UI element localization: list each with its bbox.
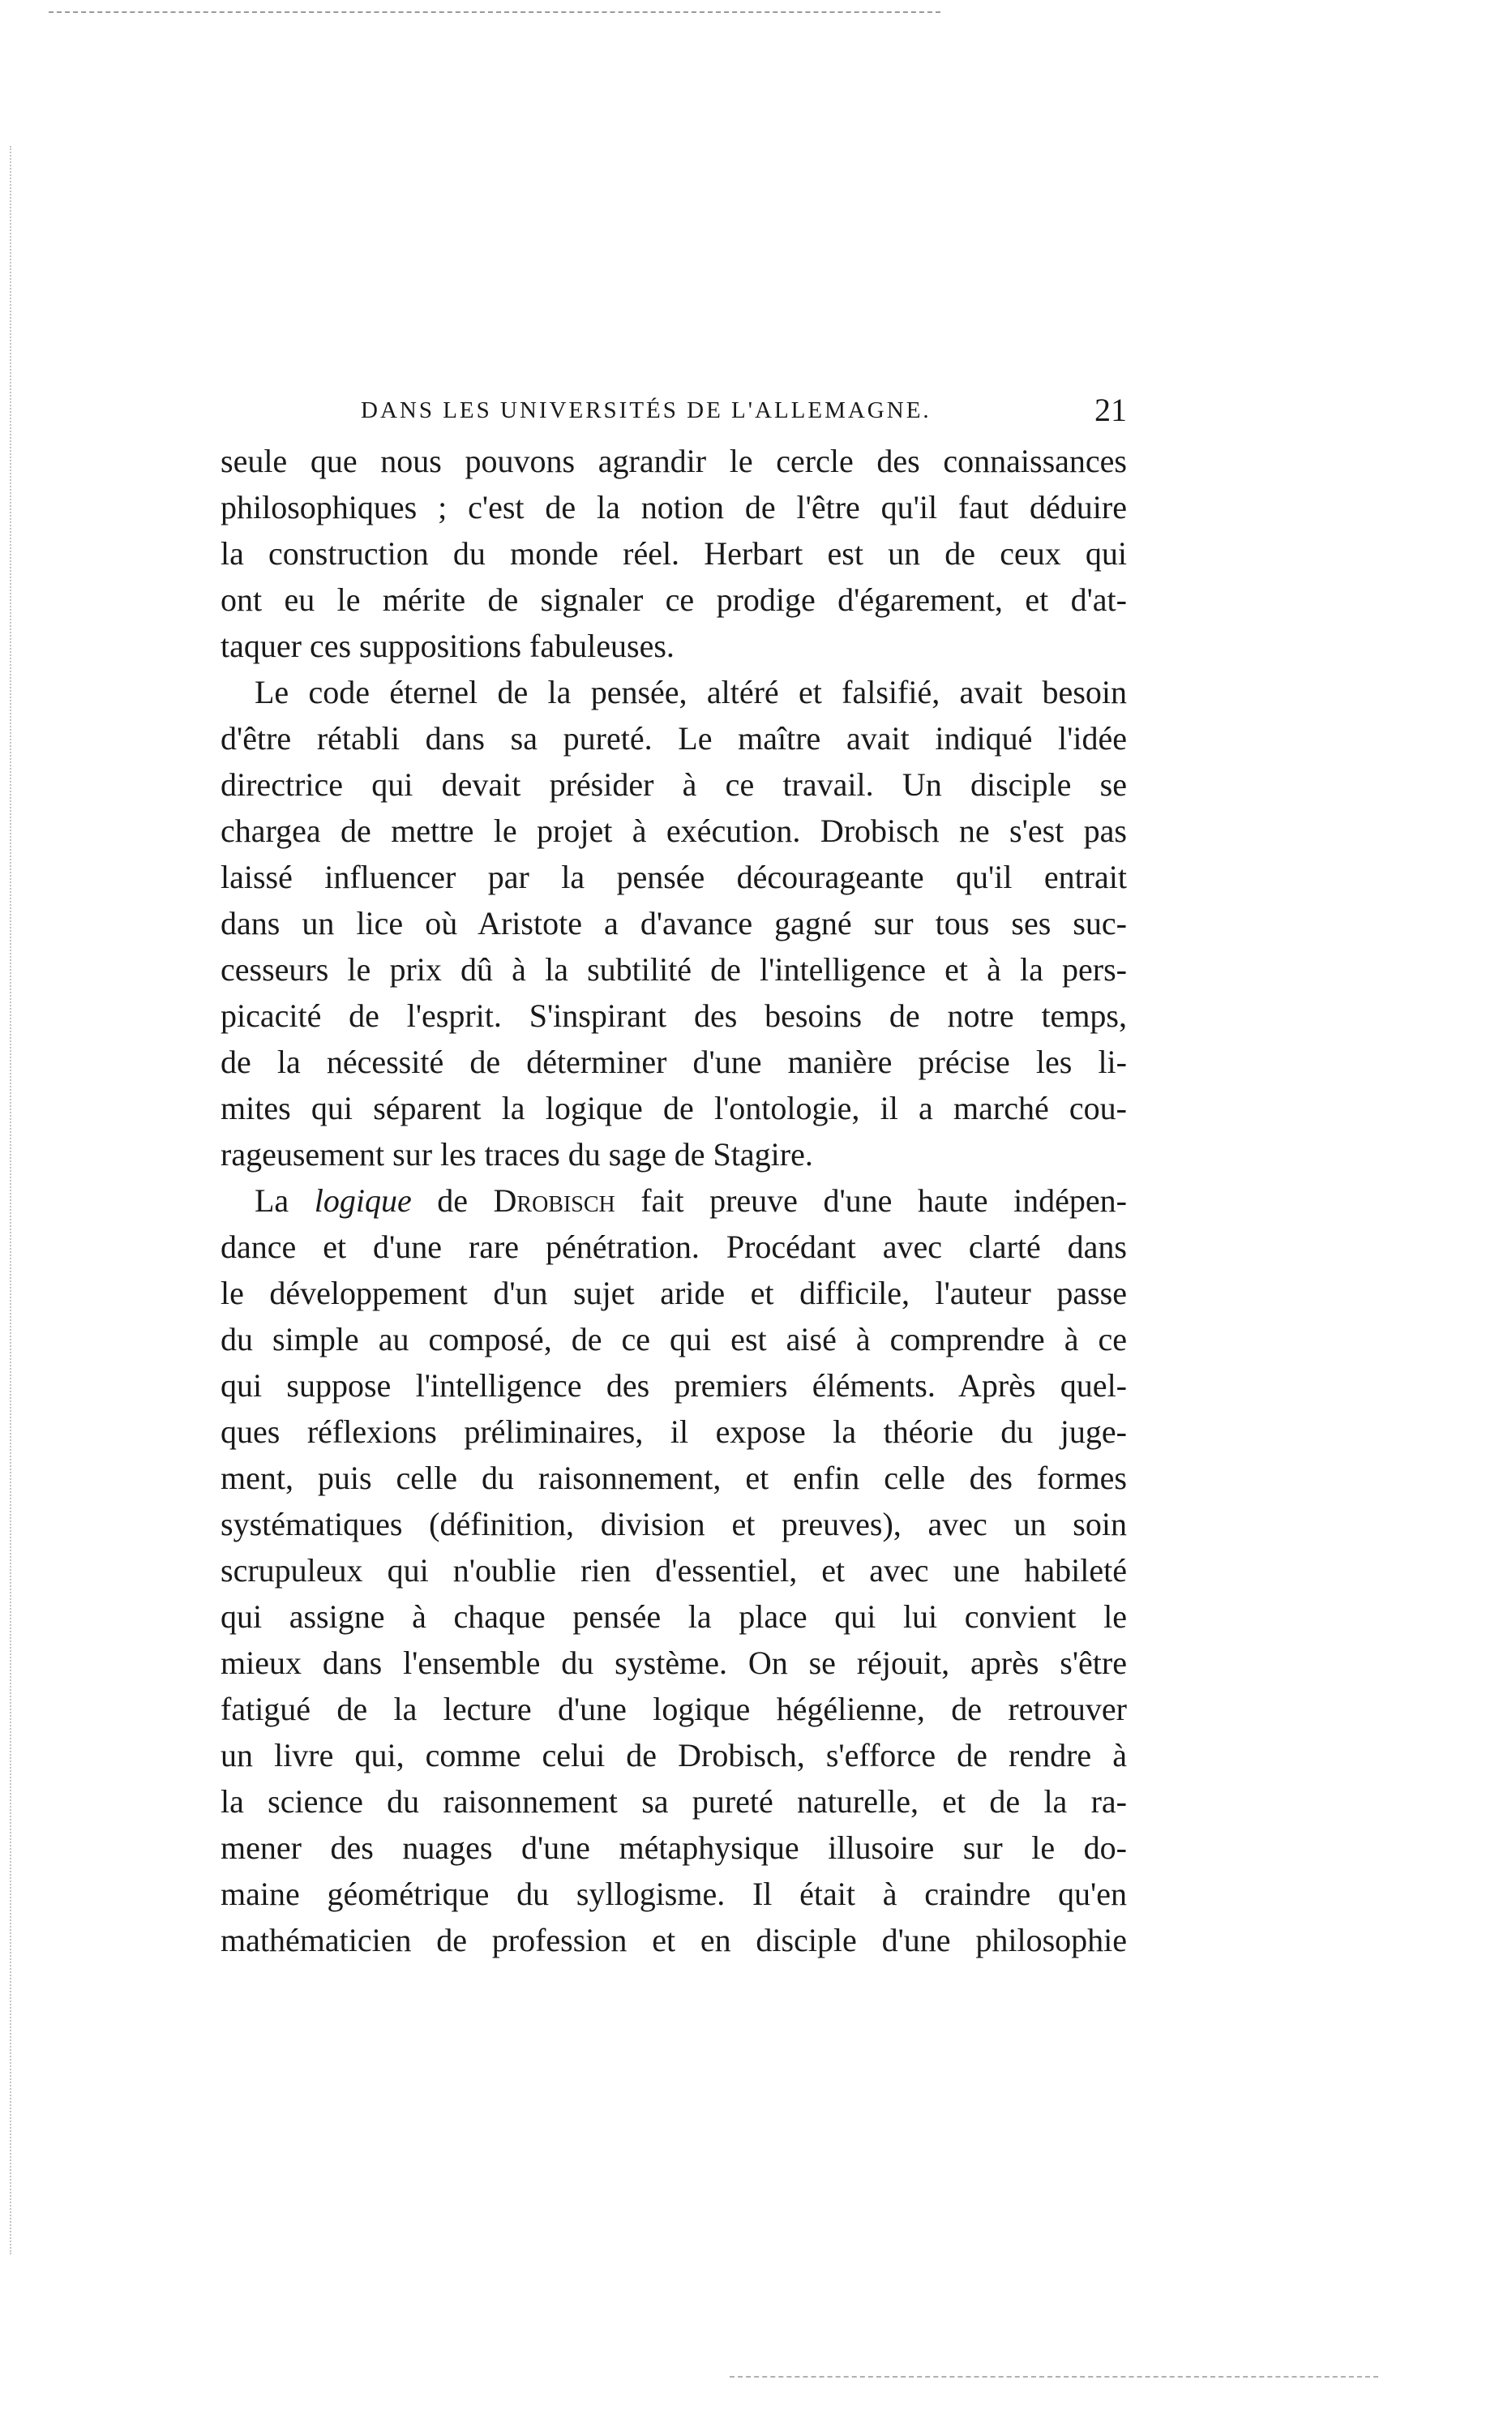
text-line: du simple au composé, de ce qui est aisé à comprendre à ce: [221, 1321, 1127, 1357]
text-line: chargea de mettre le projet à exécution. Drobisch ne s'est pas: [221, 813, 1127, 849]
running-head: [361, 391, 1127, 431]
text-line: seule que nous pouvons agrandir le cercle des connaissances: [221, 443, 1127, 479]
text-line: mieux dans l'ensemble du système. On se réjouit, après s'être: [221, 1645, 1127, 1681]
text-line: d'être rétabli dans sa pureté. Le maître avait indiqué l'idée: [221, 720, 1127, 757]
text-line: directrice qui devait présider à ce travail. Un disciple se: [221, 766, 1127, 803]
text-line: mites qui séparent la logique de l'ontologie, il a marché cou-: [221, 1090, 1127, 1126]
text-line: la science du raisonnement sa pureté naturelle, et de la ra-: [221, 1783, 1127, 1820]
running-head-title: DANS LES UNIVERSITÉS DE L'ALLEMAGNE.: [361, 397, 932, 423]
text-line: mener des nuages d'une métaphysique illusoire sur le do-: [221, 1829, 1127, 1866]
text-line: qui suppose l'intelligence des premiers éléments. Après quel-: [221, 1367, 1127, 1404]
scan-artifact-top: [49, 11, 940, 13]
text-line: maine géométrique du syllogisme. Il était à craindre qu'en: [221, 1876, 1127, 1912]
text-line: Le code éternel de la pensée, altéré et falsifié, avait besoin: [255, 674, 1127, 710]
text-segment: fait preuve d'une haute indépen-: [615, 1182, 1128, 1219]
text-line: la construction du monde réel. Herbart est un de ceux qui: [221, 535, 1127, 572]
page-number: 21: [1094, 392, 1127, 428]
text-line: scrupuleux qui n'oublie rien d'essentiel, et avec une habileté: [221, 1552, 1127, 1589]
text-line: ques réflexions préliminaires, il expose la théorie du juge-: [221, 1413, 1127, 1450]
body-text: [221, 438, 1127, 1963]
text-line: picacité de l'esprit. S'inspirant des besoins de notre temps,: [221, 997, 1127, 1034]
text-line: cesseurs le prix dû à la subtilité de l'intelligence et à la pers-: [221, 951, 1127, 988]
text-line: ont eu le mérite de signaler ce prodige d'égarement, et d'at-: [221, 581, 1127, 618]
text-segment: de: [411, 1182, 494, 1219]
text-line: philosophiques ; c'est de la notion de l'être qu'il faut déduire: [221, 489, 1127, 525]
text-line: dance et d'une rare pénétration. Procédant avec clarté dans: [221, 1229, 1127, 1265]
text-line: rageusement sur les traces du sage de Stagire.: [221, 1136, 813, 1173]
text-line: mathématicien de profession et en disciple d'une philosophie: [221, 1922, 1127, 1958]
text-line: systématiques (définition, division et preuves), avec un soin: [221, 1506, 1127, 1542]
text-segment: La: [255, 1182, 315, 1219]
text-line-with-emphasis: [221, 1177, 1127, 1224]
author-name-smallcaps: Drobisch: [493, 1182, 615, 1219]
text-line: taquer ces suppositions fabuleuses.: [221, 628, 675, 664]
text-line: de la nécessité de déterminer d'une manière précise les li-: [221, 1044, 1127, 1080]
text-line: fatigué de la lecture d'une logique hégélienne, de retrouver: [221, 1691, 1127, 1727]
scan-artifact-margin: [10, 146, 16, 2254]
text-line: dans un lice où Aristote a d'avance gagné sur tous ses suc-: [221, 905, 1127, 941]
text-line: qui assigne à chaque pensée la place qui lui convient le: [221, 1598, 1127, 1635]
text-line: laissé influencer par la pensée décourageante qu'il entrait: [221, 859, 1127, 895]
text-line: un livre qui, comme celui de Drobisch, s'efforce de rendre à: [221, 1737, 1127, 1773]
italic-term: logique: [314, 1182, 412, 1219]
scan-artifact-bottom: [730, 2376, 1378, 2378]
text-line: ment, puis celle du raisonnement, et enfin celle des formes: [221, 1460, 1127, 1496]
text-line: le développement d'un sujet aride et difficile, l'auteur passe: [221, 1275, 1127, 1311]
